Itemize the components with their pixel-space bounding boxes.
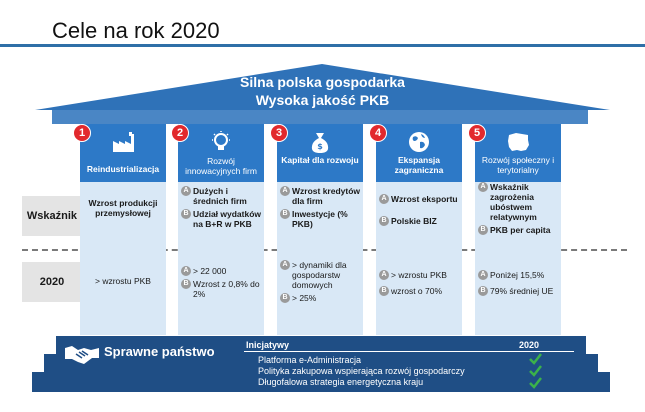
target-text: > 25% bbox=[292, 293, 317, 303]
indicator-item bbox=[181, 186, 263, 206]
initiative-item: Polityka zakupowa wspierająca rozwój gospodarczy bbox=[258, 366, 465, 376]
indicator-item bbox=[379, 216, 461, 226]
initiatives-header: Inicjatywy bbox=[246, 340, 290, 350]
pillar-reindustrializacja bbox=[80, 124, 166, 335]
pillar-1-indicator: Wzrost produkcji przemysłowej bbox=[88, 198, 158, 218]
indicator-item bbox=[379, 194, 461, 204]
pillar-2-targets bbox=[181, 266, 263, 302]
indicator-item bbox=[280, 209, 362, 229]
marker-badge: A bbox=[181, 186, 191, 196]
target-text: > dynamiki dla gospodarstw domowych bbox=[292, 260, 347, 290]
pillar-header bbox=[376, 124, 462, 182]
marker-badge: A bbox=[379, 194, 389, 204]
target-item bbox=[280, 260, 362, 290]
pillar-header bbox=[277, 124, 363, 182]
target-text: > wzrostu PKB bbox=[391, 270, 447, 280]
lightbulb-icon bbox=[178, 128, 264, 156]
pillar-number-1: 1 bbox=[73, 124, 91, 142]
marker-badge: B bbox=[181, 209, 191, 219]
indicator-text: Wzrost eksportu bbox=[391, 194, 458, 204]
marker-badge: A bbox=[478, 270, 488, 280]
pillar-4-targets bbox=[379, 270, 461, 299]
pillar-name: Kapitał dla rozwoju bbox=[281, 155, 359, 165]
globe-icon bbox=[376, 128, 462, 156]
marker-badge: B bbox=[478, 225, 488, 235]
marker-badge: B bbox=[280, 293, 290, 303]
pillar-5-indicators bbox=[478, 182, 560, 238]
pillar-name: Rozwój innowacyjnych firm bbox=[185, 156, 257, 176]
pillar-name: Ekspansja zagraniczna bbox=[394, 155, 444, 175]
title-rule bbox=[0, 44, 645, 47]
pillar-2-indicators bbox=[181, 186, 263, 232]
target-text: Poniżej 15,5% bbox=[490, 270, 545, 280]
target-item bbox=[478, 286, 560, 296]
target-text: Wzrost z 0,8% do 2% bbox=[193, 279, 260, 299]
roof-line-2: Wysoka jakość PKB bbox=[255, 92, 390, 108]
pillar-header bbox=[475, 124, 561, 182]
pillar-3-targets bbox=[280, 260, 362, 306]
pillar-header bbox=[80, 124, 166, 182]
pillar-header bbox=[178, 124, 264, 182]
row-label-2020: 2020 bbox=[22, 262, 82, 302]
target-item bbox=[379, 286, 461, 296]
marker-badge: A bbox=[181, 266, 191, 276]
marker-badge: B bbox=[280, 209, 290, 219]
money-bag-icon bbox=[277, 128, 363, 156]
svg-text:$: $ bbox=[317, 142, 323, 151]
pillar-1-target: > wzrostu PKB bbox=[95, 276, 151, 286]
indicator-item bbox=[478, 182, 560, 222]
indicator-text: Inwestycje (% PKB) bbox=[292, 209, 348, 229]
indicator-text: Polskie BIZ bbox=[391, 216, 437, 226]
row-label-indicator: Wskaźnik bbox=[22, 196, 82, 236]
indicator-item bbox=[478, 225, 560, 235]
pillar-number-5: 5 bbox=[468, 124, 486, 142]
indicator-text: Dużych i średnich firm bbox=[193, 186, 247, 206]
foundation-label: Sprawne państwo bbox=[104, 344, 215, 359]
target-text: > 22 000 bbox=[193, 266, 227, 276]
target-item bbox=[478, 270, 560, 280]
pillar-number-2: 2 bbox=[171, 124, 189, 142]
target-item bbox=[181, 266, 263, 276]
initiatives-rule bbox=[244, 351, 574, 352]
indicator-text: Wskaźnik zagrożenia ubóstwem relatywnym bbox=[490, 182, 537, 222]
indicator-item bbox=[181, 209, 263, 229]
target-text: 79% średniej UE bbox=[490, 286, 554, 296]
pillar-ekspansja bbox=[376, 124, 462, 335]
pillar-number-4: 4 bbox=[369, 124, 387, 142]
checkmark-icon bbox=[528, 376, 542, 390]
roof-line-1: Silna polska gospodarka bbox=[240, 74, 405, 90]
marker-badge: A bbox=[280, 260, 290, 270]
initiative-item: Długofalowa strategia energetyczna kraju bbox=[258, 377, 424, 387]
handshake-icon bbox=[64, 342, 100, 371]
marker-badge: B bbox=[379, 216, 389, 226]
pillar-5-targets bbox=[478, 270, 560, 299]
target-text: wzrost o 70% bbox=[391, 286, 443, 296]
roof-base-band bbox=[52, 110, 588, 124]
pillar-name: Rozwój społeczny i terytorialny bbox=[481, 155, 555, 175]
marker-badge: A bbox=[478, 182, 488, 192]
target-item bbox=[181, 279, 263, 299]
pillar-number-3: 3 bbox=[270, 124, 288, 142]
factory-icon bbox=[80, 128, 166, 156]
page-title: Cele na rok 2020 bbox=[52, 18, 220, 43]
indicator-text: PKB per capita bbox=[490, 225, 551, 235]
pillar-3-indicators bbox=[280, 186, 362, 232]
target-item bbox=[379, 270, 461, 280]
marker-badge: B bbox=[379, 286, 389, 296]
marker-badge: B bbox=[478, 286, 488, 296]
indicator-item bbox=[280, 186, 362, 206]
pillar-4-indicators bbox=[379, 194, 461, 229]
indicator-text: Wzrost kredytów dla firm bbox=[292, 186, 361, 206]
target-item bbox=[280, 293, 362, 303]
marker-badge: A bbox=[379, 270, 389, 280]
marker-badge: A bbox=[280, 186, 290, 196]
marker-badge: B bbox=[181, 279, 191, 289]
initiatives-year-header: 2020 bbox=[519, 340, 540, 350]
pillar-name: Reindustrializacja bbox=[86, 164, 160, 174]
indicator-text: Udział wydatków na B+R w PKB bbox=[193, 209, 262, 229]
poland-map-icon bbox=[475, 128, 561, 156]
initiative-item: Platforma e-Administracja bbox=[258, 355, 362, 365]
